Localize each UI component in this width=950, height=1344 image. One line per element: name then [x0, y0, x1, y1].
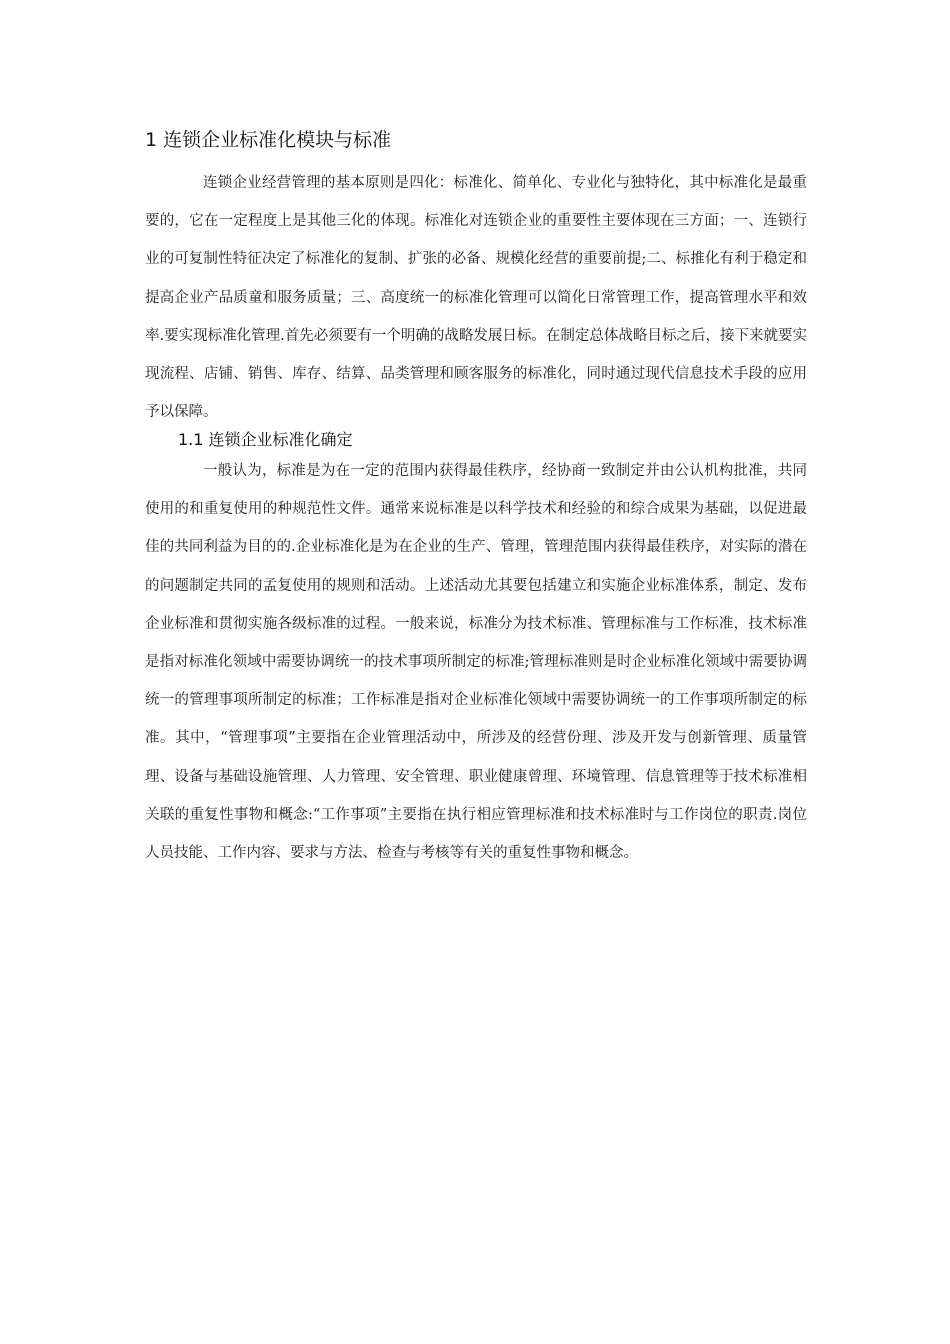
subsection-heading: 1.1 连锁企业标准化确定	[178, 430, 353, 449]
section-heading: 1 连锁企业标准化模块与标准	[145, 129, 392, 151]
intro-paragraph: 连锁企业经营管理的基本原则是四化：标准化、简单化、专业化与独特化，其中标准化是最重要的，它在一定程度上是其他三化的体现。标准化对连锁企业的重要性主要体现在三方面；一、连锁行业的可复制性特征决定了标准化的复制、扩张的必备、规模化经营的重要前提;二、标推化有利于稳定和提高企业产品质童和服务质量；三、高度统一的标准化管理可以简化日常管理工作，提高管理水平和效率.要实现标准化管理.首先必须要有一个明确的战略发展日标。在制定总体战略目标之后，接下来就要实现流程、店铺、销售、库存、结算、品类管理和顾客服务的标准化，同时通过现代信息技术手段的应用予以保障。	[145, 175, 807, 421]
body-paragraph: 一般认为，标准是为在一定的范围内获得最佳秩序，经协商一致制定并由公认机构批准，共同使用的和重复使用的种规范性文件。通常来说标准是以科学技术和经验的和综合成果为基础，以促进最佳的共同利益为目的的.企业标准化是为在企业的生产、管理，管理范围内获得最佳秩序，对实际的潜在的问题制定共同的孟复使用的规则和活动。上述活动尤其要包括建立和实施企业标准体系，制定、发布企业标准和贯彻实施各级标准的过程。一般来说，标准分为技术标准、管理标准与工作标准，技术标准是指对标准化领域中需要协调统一的技术事项所制定的标准;管理标准则是时企业标准化领域中需要协调统一的管理事项所制定的标准；工作标准是指对企业标准化领域中需要协调统一的工作事项所制定的标准。其中，“管理事项”主要指在企业管理活动中，所涉及的经营份理、涉及开发与创新管理、质量管理、设备与基础设施管理、人力管理、安全管理、职业健康曾理、环境管理、信息管理等于技术标准相关联的重复性事物和概念:“工作事项”主要指在执行相应管理标准和技术标准时与工作岗位的职责.岗位人员技能、工作内容、要求与方法、检查与考核等有关的重复性事物和概念。	[145, 463, 807, 862]
